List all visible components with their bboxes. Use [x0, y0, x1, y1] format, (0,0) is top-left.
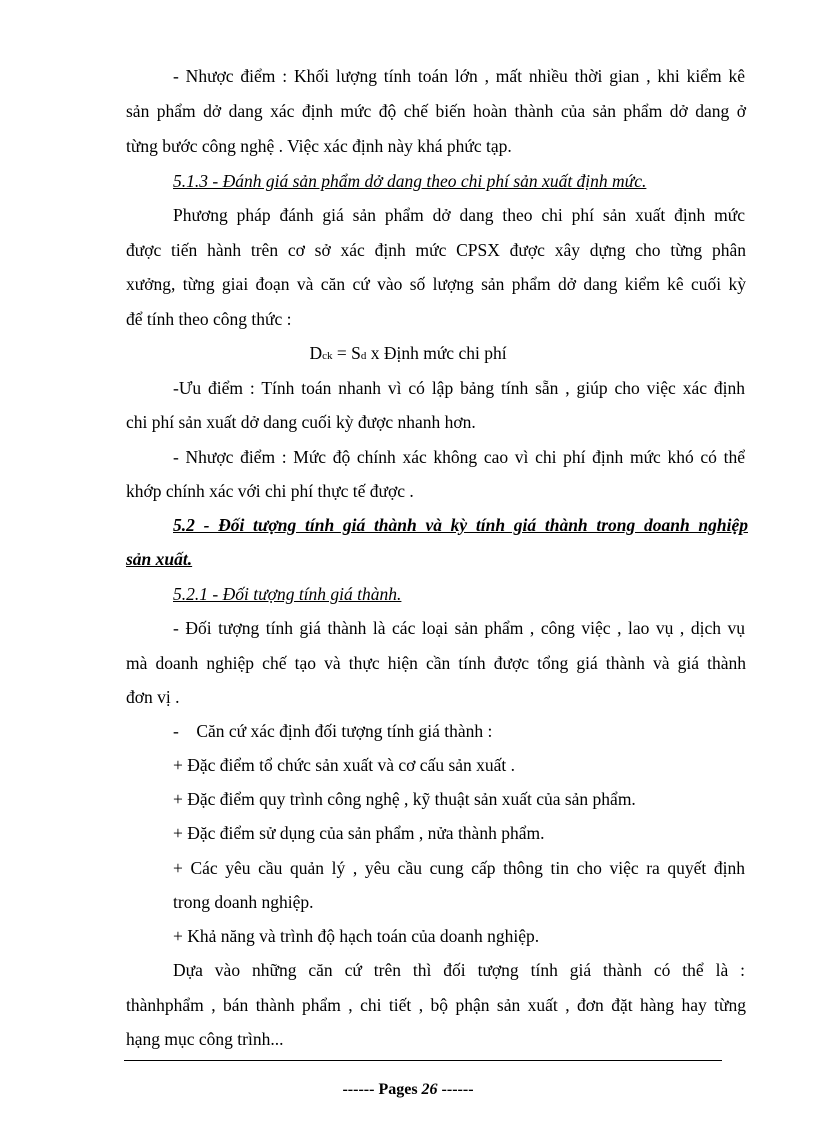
list-item: + Đặc điểm sử dụng của sản phẩm , nửa thành phẩm.	[173, 823, 545, 843]
paragraph-line: -Ưu điểm : Tính toán nhanh vì có lập bảng tính sẵn , giúp cho việc xác định	[173, 378, 745, 398]
footer-divider	[124, 1060, 722, 1061]
paragraph-line: thànhphẩm , bán thành phẩm , chi tiết , bộ phận sản xuất , đơn đặt hàng hay từng	[126, 995, 746, 1015]
list-item-cont: trong doanh nghiệp.	[173, 892, 314, 912]
paragraph-line: - Đối tượng tính giá thành là các loại sản phẩm , công việc , lao vụ , dịch vụ	[173, 618, 745, 638]
paragraph-line: chi phí sản xuất dở dang cuối kỳ được nhanh hơn.	[126, 412, 476, 432]
list-intro: - Căn cứ xác định đối tượng tính giá thành :	[173, 721, 493, 741]
formula-d-subscript: ck	[322, 350, 333, 362]
footer-suffix: ------	[437, 1081, 474, 1098]
paragraph-line: Phương pháp đánh giá sản phẩm dở dang theo chi phí sản xuất định mức	[173, 205, 745, 225]
paragraph-line: mà doanh nghiệp chế tạo và thực hiện cần tính được tổng giá thành và giá thành	[126, 653, 746, 673]
paragraph-line: đơn vị .	[126, 687, 180, 707]
paragraph-line: xưởng, từng giai đoạn và căn cứ vào số lượng sản phẩm dở dang kiểm kê cuối kỳ	[126, 274, 746, 294]
section-heading-5-2-1: 5.2.1 - Đối tượng tính giá thành.	[173, 584, 402, 604]
formula-s-subscript: d	[360, 350, 367, 362]
paragraph-line: - Nhược điểm : Khối lượng tính toán lớn , mất nhiều thời gian , khi kiểm kê	[173, 66, 745, 86]
paragraph-line: - Nhược điểm : Mức độ chính xác không cao vì chi phí định mức khó có thể	[173, 447, 745, 467]
section-heading-5-2: 5.2 - Đối tượng tính giá thành và kỳ tính giá thành trong doanh nghiệp	[173, 515, 748, 535]
paragraph-line: từng bước công nghệ . Việc xác định này khá phức tạp.	[126, 136, 512, 156]
section-heading-5-1-3: 5.1.3 - Đánh giá sản phẩm dở dang theo chi phí sản xuất định mức.	[173, 171, 647, 191]
paragraph-line: Dựa vào những căn cứ trên thì đối tượng tính giá thành có thể là :	[173, 960, 745, 980]
footer-prefix: ------ Pages	[342, 1081, 422, 1098]
paragraph-line: sản phẩm dở dang xác định mức độ chế biến hoàn thành của sản phẩm dở dang ở	[126, 101, 746, 121]
formula	[0, 341, 816, 368]
section-heading-5-2-cont: sản xuất.	[126, 549, 193, 569]
page-footer	[0, 1081, 816, 1099]
page-number: 26	[421, 1081, 438, 1098]
list-item: + Khả năng và trình độ hạch toán của doanh nghiệp.	[173, 926, 540, 946]
list-item: + Đặc điểm tổ chức sản xuất và cơ cấu sản xuất .	[173, 755, 516, 775]
formula-rest: x Định mức chi phí	[366, 343, 507, 363]
paragraph-line: hạng mục công trình...	[126, 1029, 284, 1049]
paragraph-line: khớp chính xác với chi phí thực tế được .	[126, 481, 414, 501]
paragraph-line: được tiến hành trên cơ sở xác định mức CPSX được xây dựng cho từng phân	[126, 240, 746, 260]
list-item: + Đặc điểm quy trình công nghệ , kỹ thuật sản xuất của sản phẩm.	[173, 789, 636, 809]
formula-eq: = S	[332, 343, 361, 363]
list-item: + Các yêu cầu quản lý , yêu cầu cung cấp thông tin cho việc ra quyết định	[173, 858, 745, 878]
paragraph-line: để tính theo công thức :	[126, 309, 292, 329]
formula-d: D	[309, 343, 323, 363]
